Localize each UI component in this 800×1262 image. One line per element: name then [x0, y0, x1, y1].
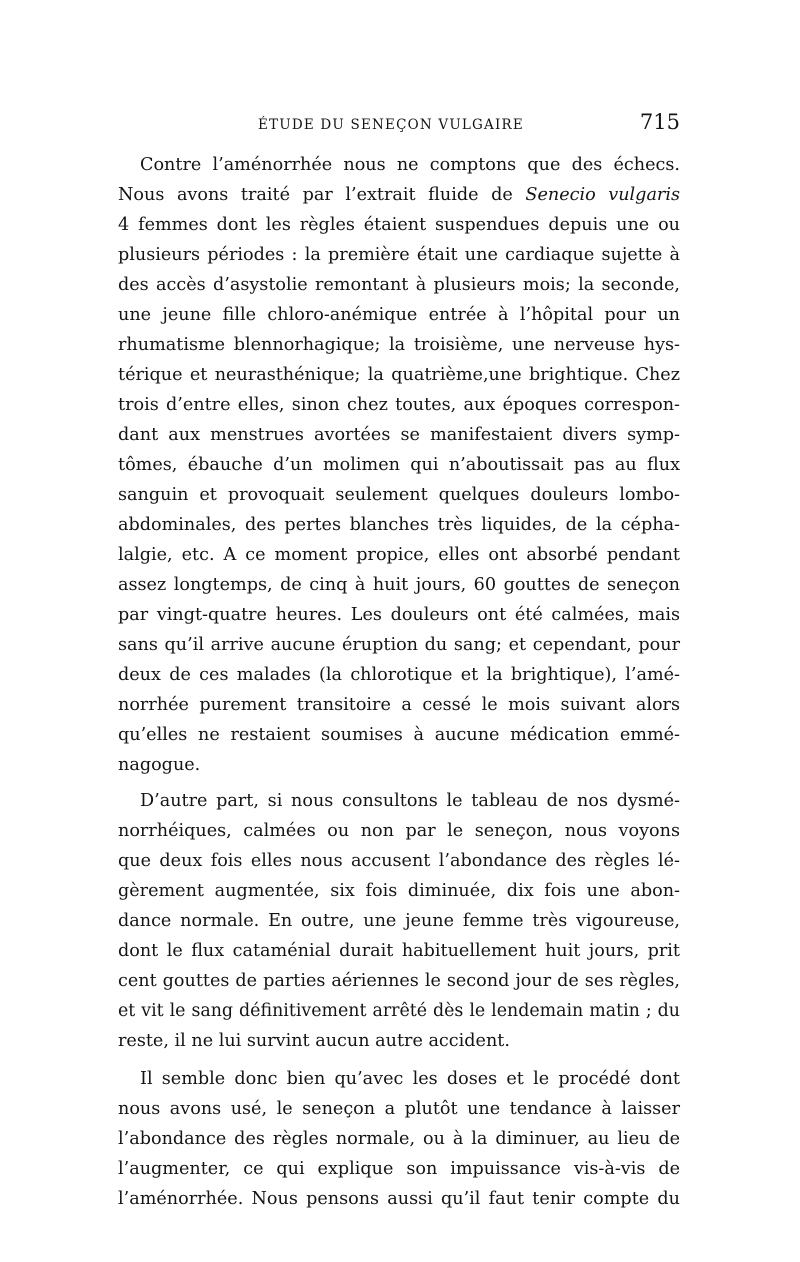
text-line: que deux fois elles nous accusent l’abondance des règles lé-: [118, 851, 680, 871]
running-head: [118, 112, 680, 144]
text-line: sans qu’il arrive aucune éruption du sang; et cependant, pour: [118, 635, 680, 655]
text-line: deux de ces malades (la chlorotique et la brightique), l’amé-: [118, 665, 680, 685]
text-line: plusieurs périodes : la première était une cardiaque sujette à: [118, 245, 680, 265]
text-line: une jeune fille chloro-anémique entrée à l’hôpital pour un: [118, 305, 680, 325]
text-line: D’autre part, si nous consultons le tableau de nos dysmé-: [140, 791, 680, 811]
text-line: sanguin et provoquait seulement quelques douleurs lombo-: [118, 485, 680, 505]
text-line: lalgie, etc. A ce moment propice, elles ont absorbé pendant: [118, 545, 680, 565]
text-line: l’abondance des règles normale, ou à la diminuer, au lieu de: [118, 1129, 680, 1149]
text-line: l’augmenter, ce qui explique son impuissance vis-à-vis de: [118, 1159, 680, 1179]
text-line: des accès d’asystolie remontant à plusieurs mois; la seconde,: [118, 275, 680, 295]
text-line: trois d’entre elles, sinon chez toutes, aux époques correspon-: [118, 395, 680, 415]
text-line: norrhée purement transitoire a cessé le mois suivant alors: [118, 695, 680, 715]
text-line: Il semble donc bien qu’avec les doses et le procédé dont: [140, 1069, 680, 1089]
text-line: cent gouttes de parties aériennes le second jour de ses règles,: [118, 971, 680, 991]
text-line: 4 femmes dont les règles étaient suspendues depuis une ou: [118, 215, 680, 235]
text-line: l’aménorrhée. Nous pensons aussi qu’il faut tenir compte du: [118, 1189, 680, 1209]
text-line: rhumatisme blennorhagique; la troisième, une nerveuse hys-: [118, 335, 680, 355]
text-line: tômes, ébauche d’un molimen qui n’aboutissait pas au flux: [118, 455, 680, 475]
text-line: dance normale. En outre, une jeune femme très vigoureuse,: [118, 911, 680, 931]
text-line: et vit le sang définitivement arrêté dès le lendemain matin ; du: [118, 1001, 680, 1021]
text-line: nagogue.: [118, 755, 201, 775]
text-line: Nous avons traité par l’extrait fluide de Senecio vulgaris: [118, 185, 680, 205]
text-line: dant aux menstrues avortées se manifestaient divers symp-: [118, 425, 680, 445]
text-line: térique et neurasthénique; la quatrième,une brightique. Chez: [118, 365, 680, 385]
running-title: ÉTUDE DU SENEÇON VULGAIRE: [258, 117, 524, 133]
text-line: reste, il ne lui survint aucun autre accident.: [118, 1031, 510, 1051]
text-line: qu’elles ne restaient soumises à aucune médication emmé-: [118, 725, 680, 745]
text-line: abdominales, des pertes blanches très liquides, de la cépha-: [118, 515, 680, 535]
text-line: nous avons usé, le seneçon a plutôt une tendance à laisser: [118, 1099, 680, 1119]
text-line: assez longtemps, de cinq à huit jours, 60 gouttes de seneçon: [118, 575, 680, 595]
text-line: Contre l’aménorrhée nous ne comptons que des échecs.: [140, 155, 680, 175]
text-line: dont le flux cataménial durait habituellement huit jours, prit: [118, 941, 680, 961]
page-number: 715: [639, 110, 680, 134]
text-line: norrhéiques, calmées ou non par le seneçon, nous voyons: [118, 821, 680, 841]
text-line: par vingt-quatre heures. Les douleurs ont été calmées, mais: [118, 605, 680, 625]
text-line: gèrement augmentée, six fois diminuée, dix fois une abon-: [118, 881, 680, 901]
